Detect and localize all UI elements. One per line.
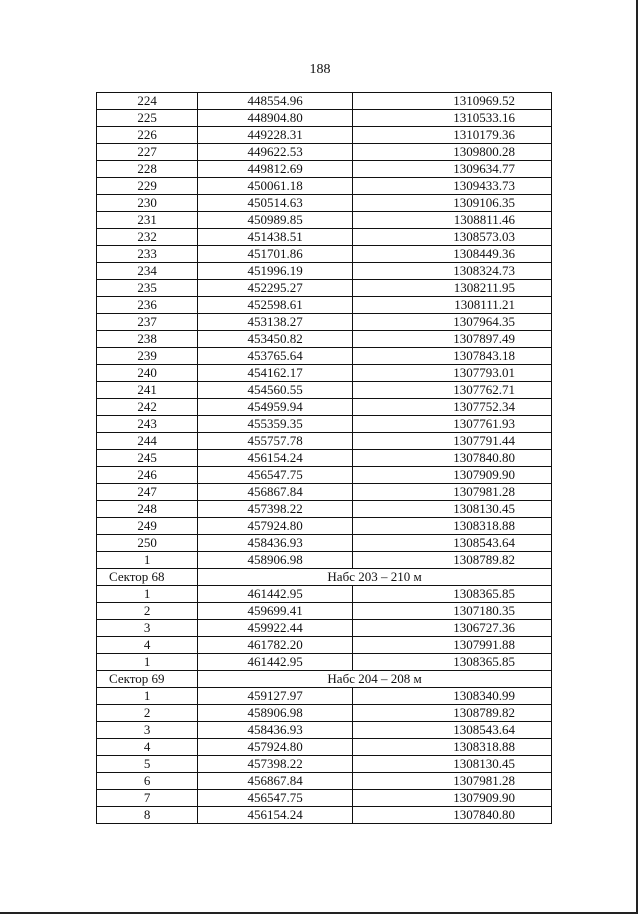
y-coordinate: 1308318.88 (353, 518, 552, 535)
y-coordinate: 1310533.16 (353, 110, 552, 127)
point-id: 235 (97, 280, 198, 297)
x-coordinate: 454560.55 (198, 382, 353, 399)
y-coordinate: 1307791.44 (353, 433, 552, 450)
y-coordinate: 1308543.64 (353, 535, 552, 552)
table-row (97, 314, 552, 331)
table-row (97, 263, 552, 280)
x-coordinate: 456154.24 (198, 450, 353, 467)
y-coordinate: 1308449.36 (353, 246, 552, 263)
point-id: 243 (97, 416, 198, 433)
x-coordinate: 451438.51 (198, 229, 353, 246)
y-coordinate: 1307840.80 (353, 807, 552, 824)
page-number: 188 (309, 62, 331, 77)
table-row (97, 195, 552, 212)
x-coordinate: 452598.61 (198, 297, 353, 314)
y-coordinate: 1307909.90 (353, 467, 552, 484)
point-id: 2 (97, 705, 198, 722)
y-coordinate: 1308789.82 (353, 552, 552, 569)
table-row (97, 399, 552, 416)
table-row (97, 603, 552, 620)
sector-elevation: Набс 203 – 210 м (198, 569, 552, 586)
point-id: 238 (97, 331, 198, 348)
x-coordinate: 457924.80 (198, 518, 353, 535)
sector-elevation: Набс 204 – 208 м (198, 671, 552, 688)
table-row (97, 450, 552, 467)
y-coordinate: 1307897.49 (353, 331, 552, 348)
table-row (97, 348, 552, 365)
y-coordinate: 1309106.35 (353, 195, 552, 212)
x-coordinate: 449228.31 (198, 127, 353, 144)
point-id: 231 (97, 212, 198, 229)
y-coordinate: 1307964.35 (353, 314, 552, 331)
x-coordinate: 451996.19 (198, 263, 353, 280)
sector-header-row (97, 671, 552, 688)
point-id: 246 (97, 467, 198, 484)
table-row (97, 110, 552, 127)
y-coordinate: 1308318.88 (353, 739, 552, 756)
point-id: 241 (97, 382, 198, 399)
y-coordinate: 1307843.18 (353, 348, 552, 365)
table-row (97, 620, 552, 637)
point-id: 225 (97, 110, 198, 127)
x-coordinate: 450061.18 (198, 178, 353, 195)
x-coordinate: 456867.84 (198, 484, 353, 501)
x-coordinate: 449622.53 (198, 144, 353, 161)
point-id: 233 (97, 246, 198, 263)
y-coordinate: 1307793.01 (353, 365, 552, 382)
y-coordinate: 1307762.71 (353, 382, 552, 399)
table-row (97, 161, 552, 178)
point-id: 250 (97, 535, 198, 552)
table-row (97, 433, 552, 450)
y-coordinate: 1308573.03 (353, 229, 552, 246)
sector-name: Сектор 69 (97, 671, 198, 688)
table-row (97, 229, 552, 246)
x-coordinate: 458906.98 (198, 552, 353, 569)
y-coordinate: 1309634.77 (353, 161, 552, 178)
point-id: 234 (97, 263, 198, 280)
y-coordinate: 1308130.45 (353, 501, 552, 518)
x-coordinate: 456867.84 (198, 773, 353, 790)
table-row (97, 552, 552, 569)
x-coordinate: 456547.75 (198, 790, 353, 807)
table-row (97, 280, 552, 297)
table-row (97, 773, 552, 790)
x-coordinate: 454162.17 (198, 365, 353, 382)
table-row (97, 722, 552, 739)
x-coordinate: 457924.80 (198, 739, 353, 756)
y-coordinate: 1307981.28 (353, 773, 552, 790)
x-coordinate: 453765.64 (198, 348, 353, 365)
x-coordinate: 459922.44 (198, 620, 353, 637)
point-id: 2 (97, 603, 198, 620)
x-coordinate: 458906.98 (198, 705, 353, 722)
y-coordinate: 1308130.45 (353, 756, 552, 773)
table-row (97, 212, 552, 229)
y-coordinate: 1307761.93 (353, 416, 552, 433)
x-coordinate: 450989.85 (198, 212, 353, 229)
x-coordinate: 453138.27 (198, 314, 353, 331)
x-coordinate: 457398.22 (198, 501, 353, 518)
y-coordinate: 1308111.21 (353, 297, 552, 314)
point-id: 6 (97, 773, 198, 790)
point-id: 1 (97, 552, 198, 569)
x-coordinate: 456154.24 (198, 807, 353, 824)
y-coordinate: 1308811.46 (353, 212, 552, 229)
point-id: 239 (97, 348, 198, 365)
table-row (97, 484, 552, 501)
x-coordinate: 459699.41 (198, 603, 353, 620)
point-id: 8 (97, 807, 198, 824)
y-coordinate: 1308365.85 (353, 586, 552, 603)
table-row (97, 637, 552, 654)
point-id: 237 (97, 314, 198, 331)
y-coordinate: 1307981.28 (353, 484, 552, 501)
point-id: 230 (97, 195, 198, 212)
table-row (97, 705, 552, 722)
point-id: 247 (97, 484, 198, 501)
table-row (97, 416, 552, 433)
y-coordinate: 1308789.82 (353, 705, 552, 722)
table-row (97, 654, 552, 671)
point-id: 1 (97, 688, 198, 705)
point-id: 227 (97, 144, 198, 161)
y-coordinate: 1308365.85 (353, 654, 552, 671)
x-coordinate: 448554.96 (198, 93, 353, 110)
sector-name: Сектор 68 (97, 569, 198, 586)
y-coordinate: 1307752.34 (353, 399, 552, 416)
y-coordinate: 1307180.35 (353, 603, 552, 620)
x-coordinate: 461442.95 (198, 586, 353, 603)
table-row (97, 467, 552, 484)
y-coordinate: 1308324.73 (353, 263, 552, 280)
y-coordinate: 1307991.88 (353, 637, 552, 654)
point-id: 229 (97, 178, 198, 195)
point-id: 4 (97, 739, 198, 756)
point-id: 1 (97, 654, 198, 671)
y-coordinate: 1309433.73 (353, 178, 552, 195)
x-coordinate: 455359.35 (198, 416, 353, 433)
y-coordinate: 1308340.99 (353, 688, 552, 705)
point-id: 228 (97, 161, 198, 178)
table-row (97, 93, 552, 110)
point-id: 226 (97, 127, 198, 144)
point-id: 224 (97, 93, 198, 110)
point-id: 248 (97, 501, 198, 518)
point-id: 245 (97, 450, 198, 467)
y-coordinate: 1307909.90 (353, 790, 552, 807)
x-coordinate: 459127.97 (198, 688, 353, 705)
table-row (97, 297, 552, 314)
x-coordinate: 451701.86 (198, 246, 353, 263)
x-coordinate: 455757.78 (198, 433, 353, 450)
y-coordinate: 1306727.36 (353, 620, 552, 637)
point-id: 232 (97, 229, 198, 246)
table-row (97, 331, 552, 348)
y-coordinate: 1308211.95 (353, 280, 552, 297)
point-id: 249 (97, 518, 198, 535)
table-row (97, 127, 552, 144)
x-coordinate: 458436.93 (198, 722, 353, 739)
table-row (97, 688, 552, 705)
table-row (97, 790, 552, 807)
point-id: 3 (97, 620, 198, 637)
table-row (97, 365, 552, 382)
table-row (97, 246, 552, 263)
x-coordinate: 461782.20 (198, 637, 353, 654)
y-coordinate: 1310969.52 (353, 93, 552, 110)
point-id: 1 (97, 586, 198, 603)
table-row (97, 144, 552, 161)
x-coordinate: 457398.22 (198, 756, 353, 773)
table-row (97, 807, 552, 824)
x-coordinate: 454959.94 (198, 399, 353, 416)
x-coordinate: 461442.95 (198, 654, 353, 671)
table-row (97, 739, 552, 756)
y-coordinate: 1307840.80 (353, 450, 552, 467)
point-id: 236 (97, 297, 198, 314)
sector-header-row (97, 569, 552, 586)
x-coordinate: 450514.63 (198, 195, 353, 212)
table-row (97, 518, 552, 535)
point-id: 5 (97, 756, 198, 773)
table-row (97, 756, 552, 773)
coordinates-table (96, 92, 552, 824)
x-coordinate: 452295.27 (198, 280, 353, 297)
x-coordinate: 449812.69 (198, 161, 353, 178)
y-coordinate: 1310179.36 (353, 127, 552, 144)
x-coordinate: 453450.82 (198, 331, 353, 348)
x-coordinate: 456547.75 (198, 467, 353, 484)
y-coordinate: 1308543.64 (353, 722, 552, 739)
point-id: 3 (97, 722, 198, 739)
x-coordinate: 448904.80 (198, 110, 353, 127)
table-row (97, 501, 552, 518)
table-row (97, 535, 552, 552)
table-row (97, 382, 552, 399)
point-id: 244 (97, 433, 198, 450)
x-coordinate: 458436.93 (198, 535, 353, 552)
point-id: 242 (97, 399, 198, 416)
table-row (97, 178, 552, 195)
y-coordinate: 1309800.28 (353, 144, 552, 161)
coordinates-table-body (97, 93, 552, 824)
point-id: 7 (97, 790, 198, 807)
point-id: 4 (97, 637, 198, 654)
table-row (97, 586, 552, 603)
point-id: 240 (97, 365, 198, 382)
